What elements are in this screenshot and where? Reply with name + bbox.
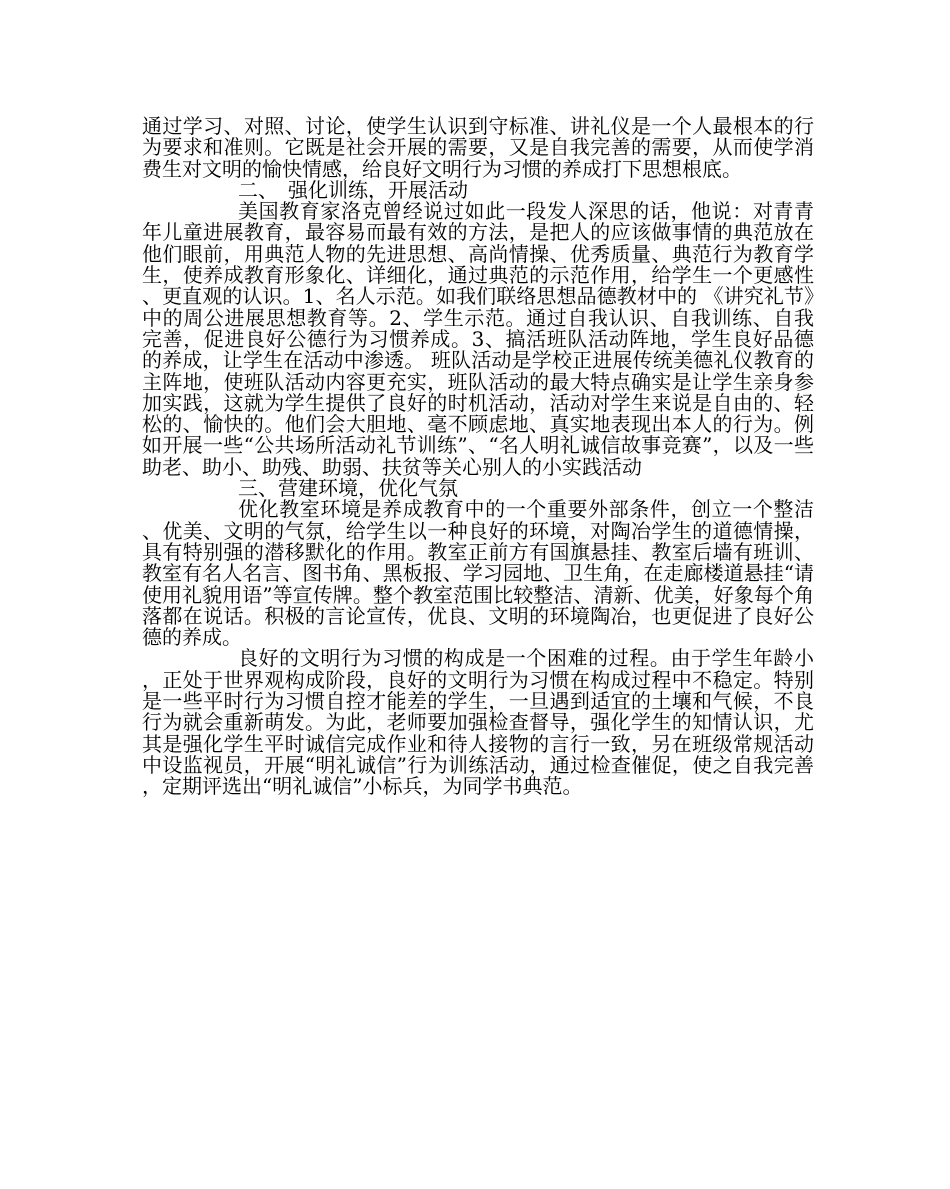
section-heading-three: 三、营建环境，优化气氛 — [238, 476, 458, 501]
paragraph-habit-formation: 良好的文明行为习惯的构成是一个困难的过程。由于学生年龄小，正处于世界观构成阶段，良好的文明行为习惯在构成过程中不稳定。特别是一些平时行为习惯自控才能差的学生，一旦遇到适宜的土壤和气候，不良行为就会重新萌发。为此，老师要加强检查督导，强化学生的知情认识，尤其是强化学生平时诚信完成作业和待人接物的言行一致，另在班级常规活动中设监视员，开展“明礼诚信”行为训练活动，通过检查催促，使之自我完善，定期评选出“明礼诚信”小标兵，为同学书典范。 — [142, 646, 814, 799]
document-page — [142, 116, 814, 798]
paragraph-locke-quote: 美国教育家洛克曾经说过如此一段发人深思的话，他说：对青青年儿童进展教育，最容易而最有效的方法，是把人的应该做事情的典范放在他们眼前，用典范人物的先进思想、高尚情操、优秀质量、典范行为教育学生，使养成教育形象化、详细化，通过典范的示范作用，给学生一个更感性、更直观的认识。1、名人示范。如我们联络思想品德教材中的 《讲究礼节》中的周公进展思想教育等。2、学生示范。通过自我认识、自我训练、自我完善，促进良好公德行为习惯养成。3、搞活班队活动阵地，学生良好品德的养成，让学生在活动中渗透。 班队活动是学校正进展传统美德礼仪教育的主阵地，使班队活动内容更充实，班队活动的最大特点确实是让学生亲身参加实践，这就为学生提供了良好的时机活动，活动对学生来说是自由的、轻松的、愉快的。他们会大胆地、毫不顾虑地、真实地表现出本人的行为。例如开展一些“公共场所活动礼节训练”、“名人明礼诚信故事竞赛”，以及一些助老、助小、助残、助弱、扶贫等关心别人的小实践活动 — [142, 199, 814, 479]
section-heading-two: 二、 强化训练，开展活动 — [238, 177, 468, 202]
paragraph-intro-continuation: 通过学习、对照、讨论，使学生认识到守标准、讲礼仪是一个人最根本的行为要求和准则。它既是社会开展的需要，又是自我完善的需要，从而使学消费生对文明的愉快情感，给良好文明行为习惯的养成打下思想根底。 — [142, 114, 814, 181]
paragraph-classroom-environment: 优化教室环境是养成教育中的一个重要外部条件，创立一个整洁、优美、文明的气氛，给学生以一种良好的环境，对陶冶学生的道德情操，具有特别强的潜移默化的作用。教室正前方有国旗悬挂、教室后墙有班训、教室有名人名言、图书角、黑板报、学习园地、卫生角，在走廊楼道悬挂“请使用礼貌用语”等宣传牌。整个教室范围比较整洁、清新、优美，好象每个角落都在说话。积极的言论宣传，优良、文明的环境陶冶，也更促进了良好公德的养成。 — [142, 497, 814, 650]
